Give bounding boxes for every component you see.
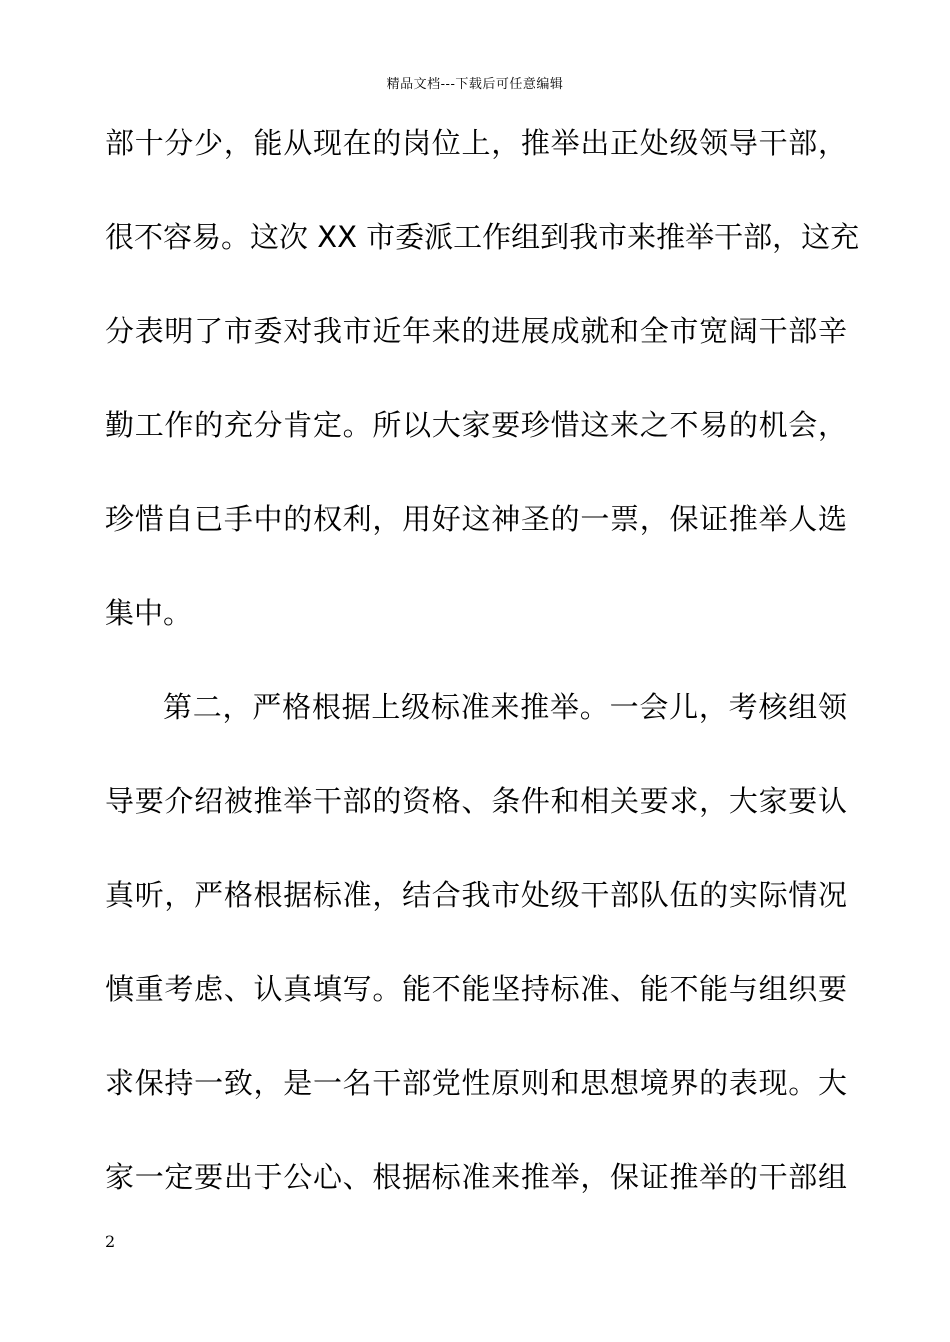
text-line: 求保持一致，是一名干部党性原则和思想境界的表现。大 <box>105 1066 847 1100</box>
text-line-paragraph-start: 第二，严格根据上级标准来推举。一会儿，考核组领 <box>163 690 847 724</box>
text-line: 部十分少，能从现在的岗位上，推举出正处级领导干部， <box>105 126 847 160</box>
text-line: 很不容易。这次 XX 市委派工作组到我市来推举干部，这充 <box>105 220 860 254</box>
document-body <box>105 117 860 1245</box>
text-line: 分表明了市委对我市近年来的进展成就和全市宽阔干部辛 <box>105 314 847 348</box>
text-line: 真听，严格根据标准，结合我市处级干部队伍的实际情况 <box>105 878 847 912</box>
text-line: 勤工作的充分肯定。所以大家要珍惜这来之不易的机会， <box>105 408 847 442</box>
text-line: 导要介绍被推举干部的资格、条件和相关要求，大家要认 <box>105 784 847 818</box>
text-line: 珍惜自已手中的权利，用好这神圣的一票，保证推举人选 <box>105 502 847 536</box>
page-header: 精品文档---下载后可任意编辑 <box>386 77 564 92</box>
page-number: 2 <box>105 1232 116 1251</box>
text-line-paragraph-end: 集中。 <box>105 596 193 630</box>
text-line: 慎重考虑、认真填写。能不能坚持标准、能不能与组织要 <box>105 972 847 1006</box>
text-line: 家一定要出于公心、根据标准来推举，保证推举的干部组 <box>105 1160 847 1194</box>
